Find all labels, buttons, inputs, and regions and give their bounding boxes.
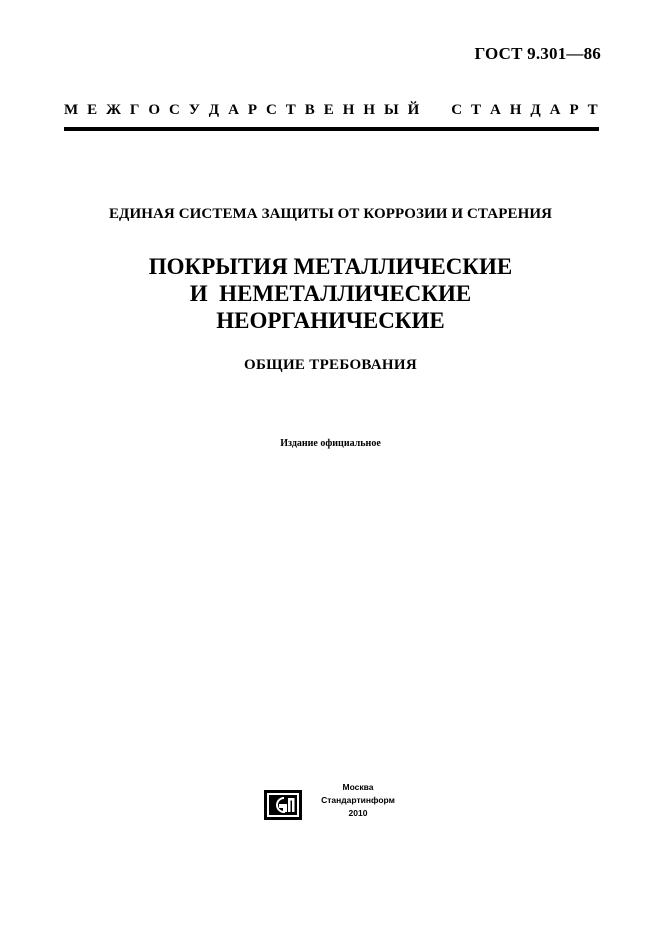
standard-type-letter: А <box>489 102 501 118</box>
standard-type-letter: Т <box>285 102 296 118</box>
title-line-1: ПОКРЫТИЯ МЕТАЛЛИЧЕСКИЕ <box>148 254 513 279</box>
standard-type-letter: Р <box>247 102 258 118</box>
standard-type-letter: Н <box>342 102 355 118</box>
standard-type-letter: Е <box>323 102 334 118</box>
standard-type-letter: Е <box>87 102 98 118</box>
document-subtitle: ОБЩИЕ ТРЕБОВАНИЯ <box>244 357 417 373</box>
gost-number: ГОСТ 9.301—86 <box>474 44 601 63</box>
standard-type-letter: А <box>228 102 239 118</box>
standard-type-heading <box>64 102 598 119</box>
publisher-name: Стандартинформ <box>321 795 395 805</box>
standard-type-letter: Н <box>509 102 522 118</box>
standard-type-letter: Ж <box>106 102 121 118</box>
title-line-3: НЕОРГАНИЧЕСКИЕ <box>216 308 445 333</box>
standard-type-letter: Т <box>587 102 598 118</box>
document-title <box>0 253 661 334</box>
word-gap <box>428 102 442 119</box>
publisher-info <box>310 781 406 820</box>
standard-type-letter: Г <box>129 102 140 118</box>
standard-type-letter: А <box>549 102 561 118</box>
standard-type-letter: Н <box>363 102 375 118</box>
standard-type-letter: Й <box>407 102 420 118</box>
standartinform-logo-icon <box>264 790 302 820</box>
standard-type-letter: Ы <box>383 102 399 118</box>
system-name: ЕДИНАЯ СИСТЕМА ЗАЩИТЫ ОТ КОРРОЗИИ И СТАРЕНИЯ <box>108 206 553 222</box>
standard-type-letter: Т <box>471 102 482 118</box>
standard-type-letter: С <box>265 102 277 118</box>
standard-type-letter: В <box>304 102 315 118</box>
standard-type-letter: О <box>148 102 161 118</box>
standard-type-letter: У <box>188 102 200 118</box>
standard-type-letter: Р <box>569 102 579 118</box>
standard-type-letter: С <box>451 102 463 118</box>
header-rule <box>64 127 599 131</box>
publication-year: 2010 <box>348 808 368 818</box>
standard-type-letter: Д <box>208 102 220 118</box>
title-line-2: И НЕМЕТАЛЛИЧЕСКИЕ <box>189 281 472 306</box>
publisher-city: Москва <box>342 782 374 792</box>
edition-label: Издание официальное <box>280 438 381 449</box>
standard-type-letter: М <box>64 102 79 118</box>
standard-type-letter: С <box>169 102 180 118</box>
standard-type-letter: Д <box>530 102 541 118</box>
